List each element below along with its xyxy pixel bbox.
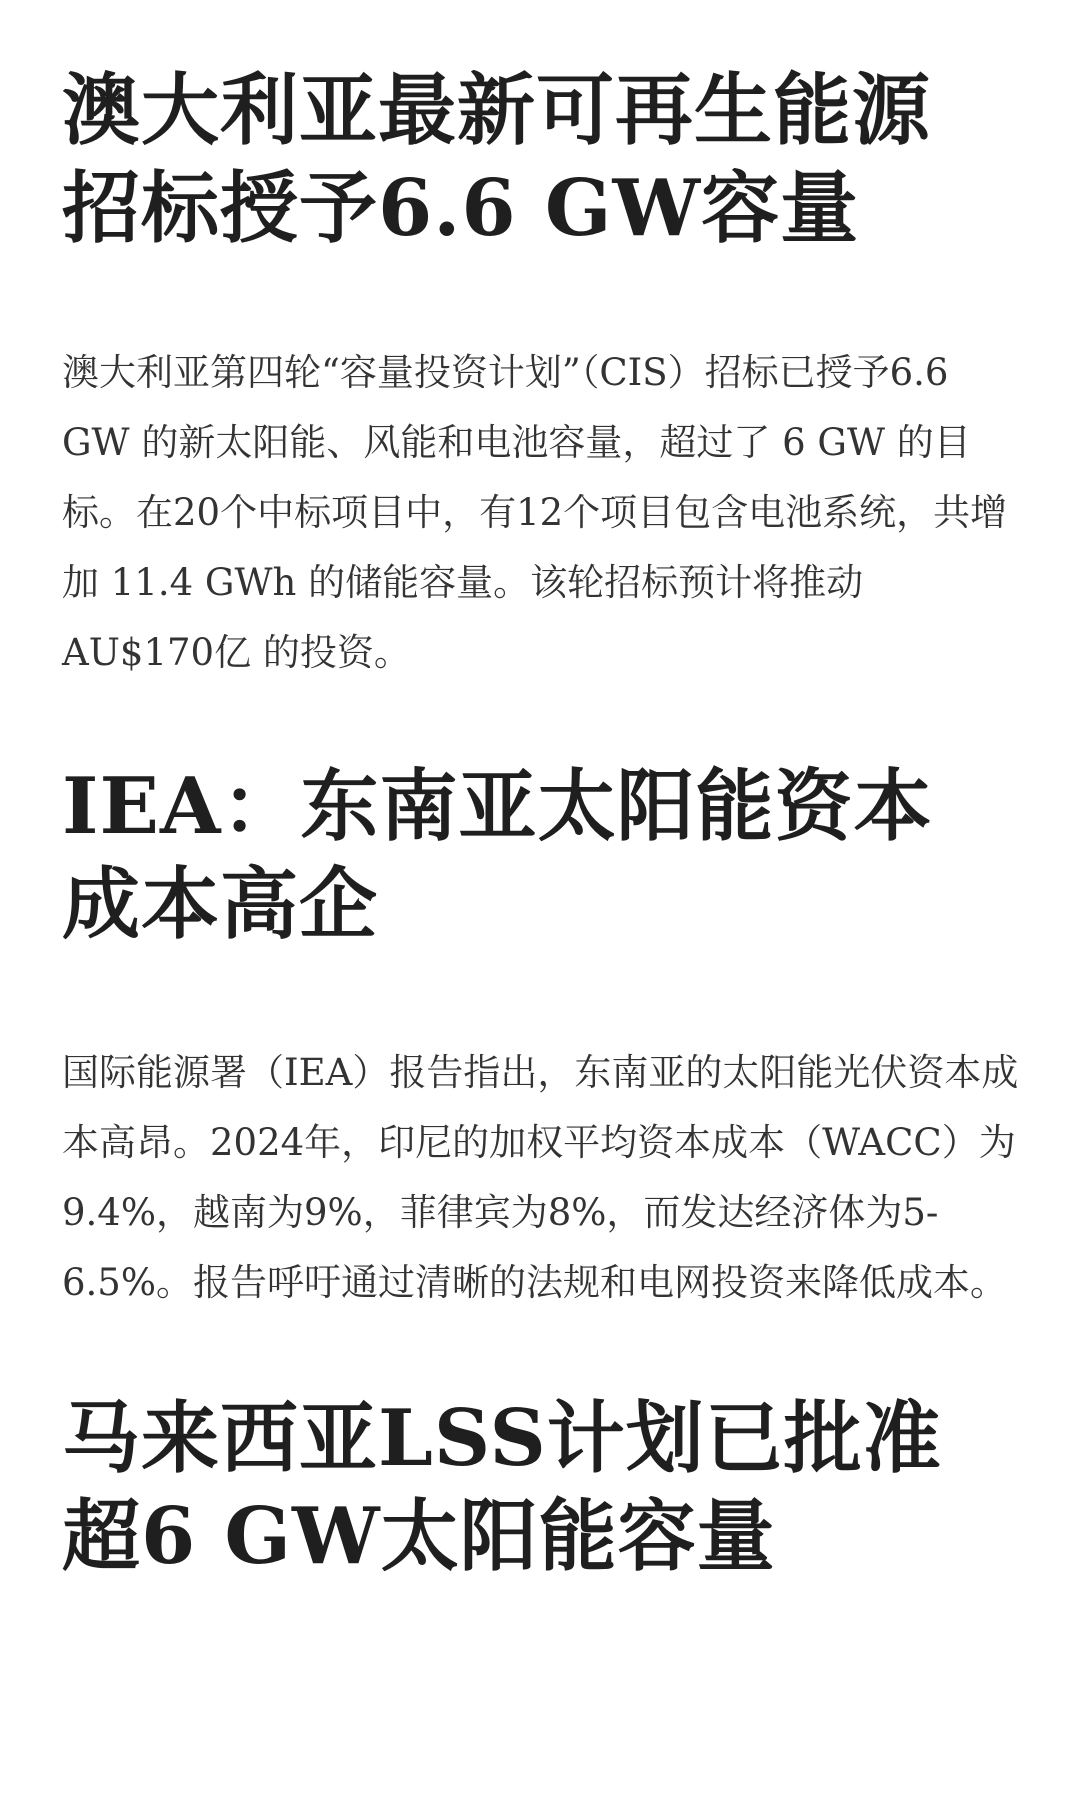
article-headline: 马来西亚LSS计划已批准超6 GW太阳能容量 bbox=[62, 1393, 942, 1582]
article-australia-cis bbox=[62, 62, 1020, 688]
article-headline: 澳大利亚最新可再生能源招标授予6.6 GW容量 bbox=[62, 65, 932, 254]
article-malaysia-lss bbox=[62, 1390, 1020, 1586]
article-iea-southeast-asia bbox=[62, 758, 1020, 1318]
article-body: 国际能源署（IEA）报告指出，东南亚的太阳能光伏资本成本高昂。2024年，印尼的加权平均资本成本（WACC）为9.4%，越南为9%，菲律宾为8%，而发达经济体为5-6.5%。报告呼吁通过清晰的法规和电网投资来降低成本。 bbox=[62, 1051, 1019, 1304]
article-body: 澳大利亚第四轮“容量投资计划”（CIS）招标已授予6.6 GW 的新太阳能、风能和电池容量，超过了 6 GW 的目标。在20个中标项目中，有12个项目包含电池系统，共增加 11.4 GWh 的储能容量。该轮招标预计将推动 AU$170亿 的投资。 bbox=[62, 351, 1008, 674]
article-headline: IEA：东南亚太阳能资本成本高企 bbox=[62, 761, 933, 950]
